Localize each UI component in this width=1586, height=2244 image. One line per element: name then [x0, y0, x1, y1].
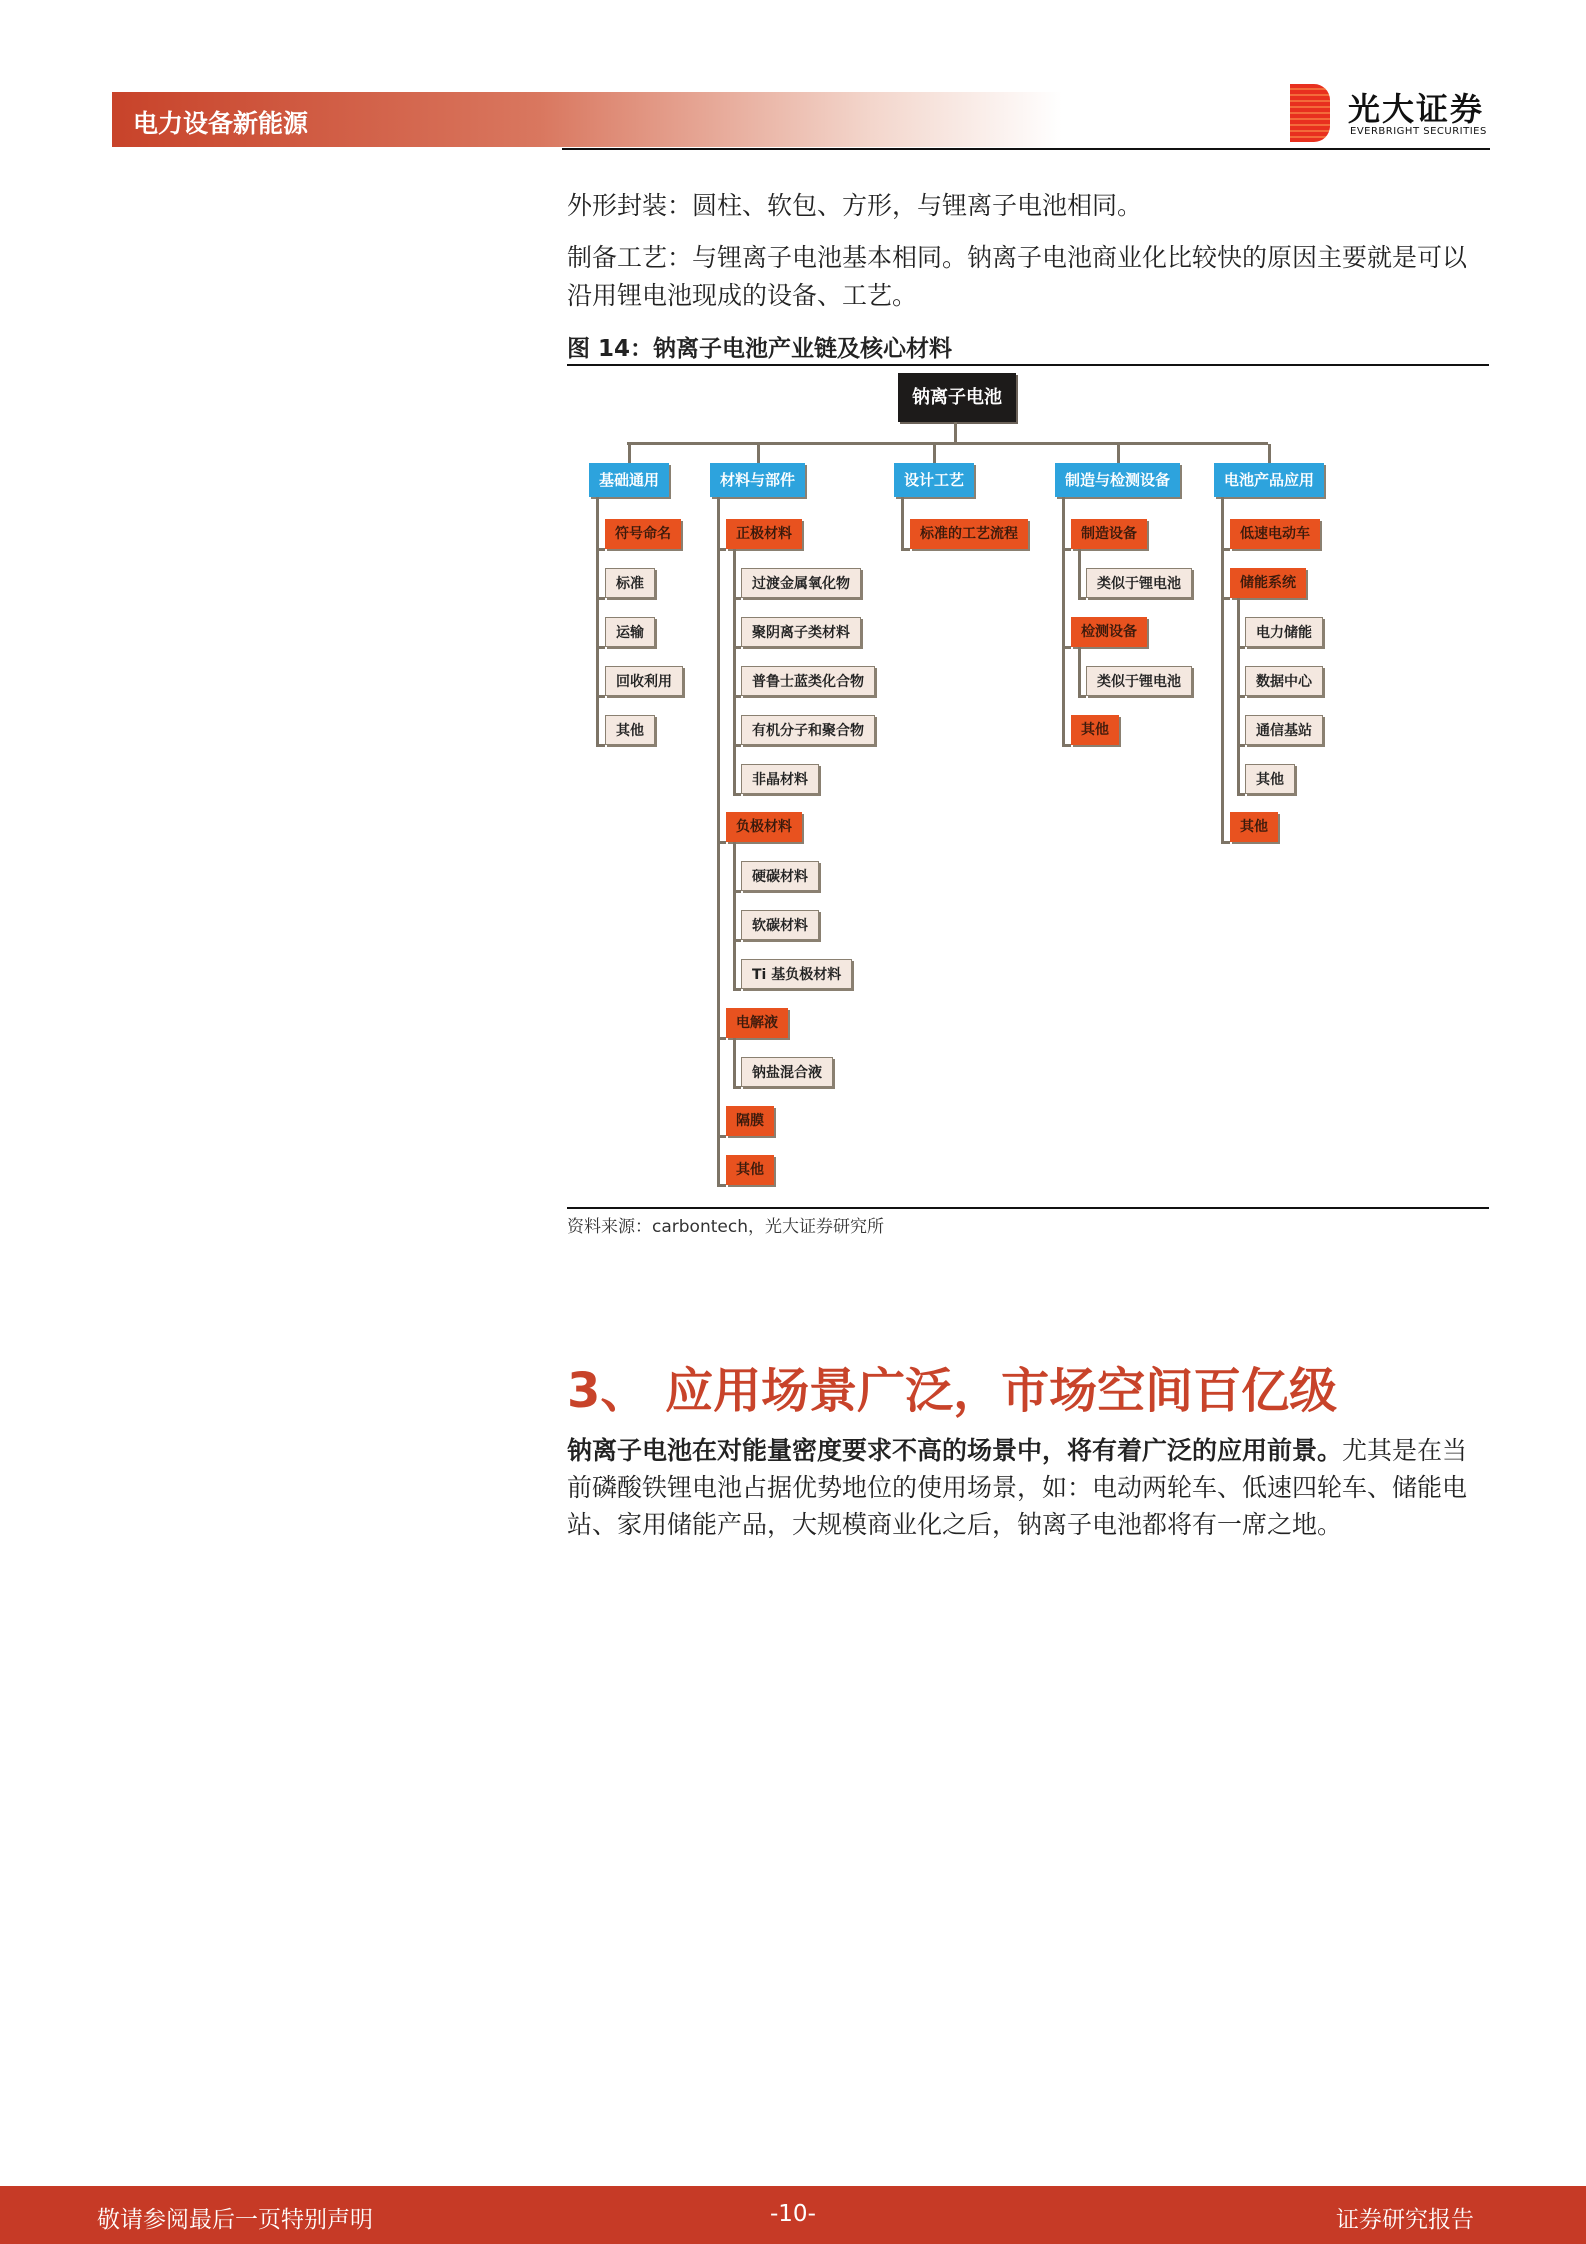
- section-title: 电力设备新能源: [133, 109, 309, 138]
- connector-line: [757, 444, 760, 463]
- category-item-primary: 其他: [1230, 812, 1278, 842]
- category-item-primary: 检测设备: [1071, 617, 1147, 647]
- category-item-secondary: 聚阴离子类材料: [741, 617, 861, 647]
- connector-line: [1078, 647, 1081, 698]
- category-item-secondary: 其他: [605, 715, 655, 745]
- connector-line: [1237, 598, 1240, 796]
- diagram-root: 钠离子电池: [898, 373, 1016, 422]
- category-item-primary: 储能系统: [1230, 568, 1306, 598]
- category-item-primary: 其他: [726, 1155, 774, 1185]
- category-box: 材料与部件: [710, 463, 805, 497]
- connector-line: [933, 444, 936, 463]
- category-item-secondary: 数据中心: [1245, 666, 1323, 696]
- connector-line: [1221, 497, 1224, 844]
- category-item-primary: 制造设备: [1071, 519, 1147, 549]
- logo-mark-icon: [1290, 84, 1330, 142]
- figure-caption: 图 14：钠离子电池产业链及核心材料: [567, 336, 953, 362]
- category-item-primary: 隔膜: [726, 1106, 774, 1136]
- section-heading: 3、 应用场景广泛，市场空间百亿级: [567, 1363, 1338, 1419]
- connector-line: [1078, 549, 1081, 600]
- category-box: 基础通用: [589, 463, 669, 497]
- everbright-logo: [1290, 82, 1490, 142]
- connector-line: [901, 497, 904, 551]
- header-rule: [562, 148, 1490, 150]
- category-item-secondary: 钠盐混合液: [741, 1057, 833, 1087]
- category-item-secondary: 有机分子和聚合物: [741, 715, 875, 745]
- category-box: 制造与检测设备: [1055, 463, 1180, 497]
- category-item-secondary: 标准: [605, 568, 655, 598]
- connector-line: [733, 549, 736, 796]
- category-item-primary: 符号命名: [605, 519, 681, 549]
- section-paragraph-bold: 钠离子电池在对能量密度要求不高的场景中，将有着广泛的应用前景。: [567, 1436, 1343, 1465]
- source-rule: [567, 1207, 1489, 1209]
- category-item-secondary: 回收利用: [605, 666, 683, 696]
- category-item-secondary: Ti 基负极材料: [741, 959, 852, 989]
- category-item-primary: 电解液: [726, 1008, 788, 1038]
- category-item-secondary: 硬碳材料: [741, 861, 819, 891]
- paragraph-process: 制备工艺：与锂离子电池基本相同。钠离子电池商业化比较快的原因主要就是可以沿用锂电池现成的设备、工艺。: [567, 243, 1468, 310]
- footer-disclaimer: 敬请参阅最后一页特别声明: [97, 2207, 373, 2233]
- category-item-secondary: 电力储能: [1245, 617, 1323, 647]
- category-item-secondary: 软碳材料: [741, 910, 819, 940]
- connector-line: [717, 497, 720, 1187]
- connector-line: [954, 422, 957, 444]
- section-header-bar: [112, 92, 1062, 147]
- category-item-secondary: 过渡金属氧化物: [741, 568, 861, 598]
- caption-rule: [567, 364, 1489, 366]
- category-item-secondary: 类似于锂电池: [1086, 568, 1192, 598]
- connector-line: [733, 1038, 736, 1089]
- figure-source: 资料来源：carbontech，光大证券研究所: [567, 1217, 884, 1237]
- category-item-secondary: 其他: [1245, 764, 1295, 794]
- category-item-secondary: 普鲁士蓝类化合物: [741, 666, 875, 696]
- category-box: 电池产品应用: [1214, 463, 1324, 497]
- footer-report-type: 证券研究报告: [1336, 2207, 1474, 2233]
- logo-cn: 光大证券: [1348, 90, 1485, 128]
- category-item-secondary: 非晶材料: [741, 764, 819, 794]
- logo-en: EVERBRIGHT SECURITIES: [1350, 126, 1487, 137]
- category-item-secondary: 类似于锂电池: [1086, 666, 1192, 696]
- category-item-primary: 负极材料: [726, 812, 802, 842]
- connector-line: [628, 444, 631, 463]
- connector-line: [1062, 497, 1065, 747]
- connector-line: [1268, 444, 1271, 463]
- category-item-secondary: 通信基站: [1245, 715, 1323, 745]
- connector-line: [627, 442, 1268, 445]
- section-paragraph: [567, 1432, 1489, 1543]
- category-item-secondary: 运输: [605, 617, 655, 647]
- connector-line: [733, 842, 736, 991]
- category-item-primary: 标准的工艺流程: [910, 519, 1028, 549]
- page-number: -10-: [770, 2201, 816, 2227]
- connector-line: [1117, 444, 1120, 463]
- section-paragraph-text: 尤其是在当前磷酸铁锂电池占据优势地位的使用场景，如：电动两轮车、低速四轮车、储能电站、家用储能产品，大规模商业化之后，钠离子电池都将有一席之地。: [567, 1436, 1468, 1539]
- paragraph-packaging: 外形封装：圆柱、软包、方形，与锂离子电池相同。: [567, 191, 1143, 220]
- connector-line: [596, 497, 599, 747]
- category-item-primary: 其他: [1071, 715, 1119, 745]
- footer-bar: [0, 2186, 1586, 2244]
- category-item-primary: 正极材料: [726, 519, 802, 549]
- category-box: 设计工艺: [894, 463, 974, 497]
- category-item-primary: 低速电动车: [1230, 519, 1320, 549]
